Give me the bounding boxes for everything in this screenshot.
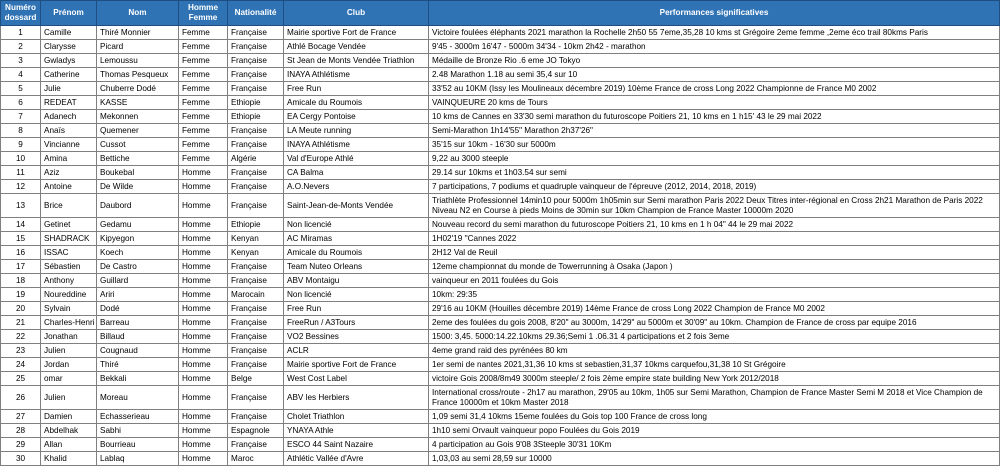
cell-nom: De Castro — [97, 260, 179, 274]
cell-nom: Billaud — [97, 330, 179, 344]
cell-dossard: 27 — [1, 410, 41, 424]
cell-nom: Guillard — [97, 274, 179, 288]
table-row — [1, 344, 1000, 358]
cell-nationalite: Ethiopie — [228, 96, 284, 110]
cell-dossard: 23 — [1, 344, 41, 358]
cell-sexe: Homme — [179, 166, 228, 180]
cell-prenom: Charles-Henri — [41, 316, 97, 330]
cell-dossard: 15 — [1, 232, 41, 246]
cell-dossard: 28 — [1, 424, 41, 438]
cell-nom: Thomas Pesqueux — [97, 68, 179, 82]
cell-club: Amicale du Roumois — [284, 96, 429, 110]
cell-club: ESCO 44 Saint Nazaire — [284, 438, 429, 452]
cell-club: CA Balma — [284, 166, 429, 180]
cell-nom: Gedamu — [97, 218, 179, 232]
cell-prenom: Brice — [41, 194, 97, 218]
cell-club: ABV Montaigu — [284, 274, 429, 288]
cell-prenom: Clarysse — [41, 40, 97, 54]
cell-prenom: omar — [41, 372, 97, 386]
cell-club: Mairie sportive Fort de France — [284, 26, 429, 40]
header-row — [1, 1, 1000, 26]
cell-nom: Kipyegon — [97, 232, 179, 246]
cell-nom: Daubord — [97, 194, 179, 218]
cell-dossard: 25 — [1, 372, 41, 386]
cell-performances: Semi-Marathon 1h14'55" Marathon 2h37'26" — [429, 124, 1000, 138]
cell-performances: vainqueur en 2011 foulées du Gois — [429, 274, 1000, 288]
cell-performances: 1,09 semi 31,4 10kms 15eme foulées du Gois top 100 France de cross long — [429, 410, 1000, 424]
cell-nationalite: Française — [228, 260, 284, 274]
cell-club: Saint-Jean-de-Monts Vendée — [284, 194, 429, 218]
cell-nationalite: Française — [228, 316, 284, 330]
cell-sexe: Homme — [179, 218, 228, 232]
cell-prenom: Getinet — [41, 218, 97, 232]
cell-dossard: 24 — [1, 358, 41, 372]
cell-prenom: Amina — [41, 152, 97, 166]
cell-nom: Cougnaud — [97, 344, 179, 358]
cell-nationalite: Française — [228, 344, 284, 358]
cell-sexe: Homme — [179, 274, 228, 288]
cell-nationalite: Française — [228, 166, 284, 180]
cell-sexe: Femme — [179, 124, 228, 138]
cell-nationalite: Française — [228, 438, 284, 452]
cell-performances: 33'52 au 10KM (Issy les Moulineaux décembre 2019) 10ème France de cross Long 2022 Championne de France M0 2002 — [429, 82, 1000, 96]
cell-club: FreeRun / A3Tours — [284, 316, 429, 330]
cell-performances: 29.14 sur 10kms et 1h03.54 sur semi — [429, 166, 1000, 180]
cell-prenom: Jordan — [41, 358, 97, 372]
table-row — [1, 96, 1000, 110]
cell-dossard: 14 — [1, 218, 41, 232]
cell-prenom: Khalid — [41, 452, 97, 466]
cell-prenom: Camille — [41, 26, 97, 40]
cell-performances: 2.48 Marathon 1.18 au semi 35,4 sur 10 — [429, 68, 1000, 82]
cell-performances: 1500: 3,45. 5000:14.22.10kms 29.36;Semi 1 .06.31 4 participations et 2 fois 3eme — [429, 330, 1000, 344]
cell-performances: 29'16 au 10KM (Houilles décembre 2019) 14ème France de cross Long 2022 Champion de France M0 2002 — [429, 302, 1000, 316]
cell-nom: Cussot — [97, 138, 179, 152]
cell-dossard: 19 — [1, 288, 41, 302]
cell-dossard: 4 — [1, 68, 41, 82]
cell-dossard: 20 — [1, 302, 41, 316]
cell-sexe: Homme — [179, 288, 228, 302]
cell-nom: Thiré Monnier — [97, 26, 179, 40]
cell-dossard: 26 — [1, 386, 41, 410]
cell-nationalite: Maroc — [228, 452, 284, 466]
cell-sexe: Homme — [179, 410, 228, 424]
table-row — [1, 358, 1000, 372]
cell-nationalite: Française — [228, 194, 284, 218]
cell-dossard: 30 — [1, 452, 41, 466]
cell-nom: Thiré — [97, 358, 179, 372]
cell-dossard: 11 — [1, 166, 41, 180]
cell-dossard: 10 — [1, 152, 41, 166]
table-row — [1, 68, 1000, 82]
cell-club: Free Run — [284, 82, 429, 96]
cell-performances: 9'45 - 3000m 16'47 - 5000m 34'34 - 10km 2h42 - marathon — [429, 40, 1000, 54]
table-row — [1, 316, 1000, 330]
cell-dossard: 7 — [1, 110, 41, 124]
cell-prenom: REDEAT — [41, 96, 97, 110]
table-row — [1, 124, 1000, 138]
cell-performances: 10 kms de Cannes en 33'30 semi marathon du futuroscope Poitiers 21, 10 kms en 1 h15' 43 le 29 mai 2022 — [429, 110, 1000, 124]
cell-dossard: 13 — [1, 194, 41, 218]
header-club: Club — [284, 1, 429, 26]
cell-prenom: Catherine — [41, 68, 97, 82]
cell-prenom: Damien — [41, 410, 97, 424]
table-row — [1, 166, 1000, 180]
cell-club: EA Cergy Pontoise — [284, 110, 429, 124]
cell-performances: victoire Gois 2008/8m49 3000m steeple/ 2 fois 2ème empire state building New York 2012/2018 — [429, 372, 1000, 386]
cell-club: St Jean de Monts Vendée Triathlon — [284, 54, 429, 68]
cell-nationalite: Française — [228, 40, 284, 54]
cell-nom: Dodé — [97, 302, 179, 316]
cell-nom: Mekonnen — [97, 110, 179, 124]
table-row — [1, 180, 1000, 194]
cell-nom: KASSE — [97, 96, 179, 110]
cell-sexe: Homme — [179, 424, 228, 438]
cell-prenom: Noureddine — [41, 288, 97, 302]
cell-prenom: Aziz — [41, 166, 97, 180]
cell-performances: 7 participations, 7 podiums et quadruple vainqueur de l'épreuve (2012, 2014, 2018, 2019) — [429, 180, 1000, 194]
cell-sexe: Femme — [179, 54, 228, 68]
cell-dossard: 8 — [1, 124, 41, 138]
cell-club: INAYA Athlétisme — [284, 138, 429, 152]
cell-nationalite: Française — [228, 358, 284, 372]
cell-prenom: Adanech — [41, 110, 97, 124]
cell-nom: Lemoussu — [97, 54, 179, 68]
table-row — [1, 218, 1000, 232]
cell-club: Non licencié — [284, 288, 429, 302]
cell-nom: Moreau — [97, 386, 179, 410]
table-row — [1, 274, 1000, 288]
header-dossard: Numéro dossard — [1, 1, 41, 26]
cell-prenom: Sébastien — [41, 260, 97, 274]
cell-sexe: Femme — [179, 152, 228, 166]
cell-nationalite: Marocain — [228, 288, 284, 302]
cell-sexe: Femme — [179, 138, 228, 152]
cell-dossard: 2 — [1, 40, 41, 54]
cell-nom: Ariri — [97, 288, 179, 302]
cell-club: Team Nuteo Orleans — [284, 260, 429, 274]
cell-nationalite: Algérie — [228, 152, 284, 166]
cell-nationalite: Française — [228, 386, 284, 410]
table-row — [1, 110, 1000, 124]
cell-sexe: Homme — [179, 358, 228, 372]
cell-dossard: 12 — [1, 180, 41, 194]
cell-club: AC Miramas — [284, 232, 429, 246]
cell-performances: 4 participation au Gois 9'08 3Steeple 30'31 10Km — [429, 438, 1000, 452]
cell-prenom: Allan — [41, 438, 97, 452]
cell-sexe: Homme — [179, 180, 228, 194]
table-row — [1, 386, 1000, 410]
cell-performances: 12eme championnat du monde de Towerrunning à Osaka (Japon ) — [429, 260, 1000, 274]
cell-prenom: Abdelhak — [41, 424, 97, 438]
cell-nom: Bourrieau — [97, 438, 179, 452]
cell-sexe: Homme — [179, 452, 228, 466]
cell-dossard: 21 — [1, 316, 41, 330]
table-row — [1, 260, 1000, 274]
cell-dossard: 22 — [1, 330, 41, 344]
cell-nationalite: Kenyan — [228, 232, 284, 246]
cell-dossard: 5 — [1, 82, 41, 96]
cell-club: Athlé Bocage Vendée — [284, 40, 429, 54]
cell-nom: Koech — [97, 246, 179, 260]
cell-performances: Nouveau record du semi marathon du futuroscope Poitiers 21, 10 kms en 1 h 04" 44 le 29 mai 2022 — [429, 218, 1000, 232]
cell-sexe: Homme — [179, 316, 228, 330]
cell-nom: Echasserieau — [97, 410, 179, 424]
cell-nom: Barreau — [97, 316, 179, 330]
cell-sexe: Homme — [179, 344, 228, 358]
cell-dossard: 29 — [1, 438, 41, 452]
cell-prenom: Antoine — [41, 180, 97, 194]
cell-nationalite: Française — [228, 138, 284, 152]
cell-prenom: Julie — [41, 82, 97, 96]
cell-sexe: Homme — [179, 386, 228, 410]
cell-nationalite: Française — [228, 68, 284, 82]
cell-performances: 1h10 semi Orvault vainqueur popo Foulées du Gois 2019 — [429, 424, 1000, 438]
cell-sexe: Homme — [179, 438, 228, 452]
cell-nationalite: Française — [228, 26, 284, 40]
cell-sexe: Homme — [179, 260, 228, 274]
cell-performances: VAINQUEURE 20 kms de Tours — [429, 96, 1000, 110]
cell-club: Athlétic Vallée d'Avre — [284, 452, 429, 466]
cell-performances: 1,03,03 au semi 28,59 sur 10000 — [429, 452, 1000, 466]
cell-nationalite: Française — [228, 124, 284, 138]
cell-nom: Quemener — [97, 124, 179, 138]
cell-performances: 4eme grand raid des pyrénées 80 km — [429, 344, 1000, 358]
header-prenom: Prénom — [41, 1, 97, 26]
cell-sexe: Homme — [179, 372, 228, 386]
table-row — [1, 246, 1000, 260]
cell-club: YNAYA Athle — [284, 424, 429, 438]
cell-prenom: Jonathan — [41, 330, 97, 344]
table-row — [1, 424, 1000, 438]
cell-nationalite: Ethiopie — [228, 110, 284, 124]
cell-dossard: 18 — [1, 274, 41, 288]
table-row — [1, 438, 1000, 452]
cell-performances: Triathlète Professionnel 14min10 pour 5000m 1h05min sur Semi marathon Paris 2022 Deux Titres inter-régional en Cross 2h21 Marathon de Paris 2022 Niveau N2 en Course à pieds Moins de 30min sur 10km Champion de France Master 10000m 2020 — [429, 194, 1000, 218]
cell-dossard: 3 — [1, 54, 41, 68]
cell-dossard: 9 — [1, 138, 41, 152]
cell-prenom: Vincianne — [41, 138, 97, 152]
header-performances: Performances significatives — [429, 1, 1000, 26]
cell-nationalite: Française — [228, 54, 284, 68]
cell-club: Non licencié — [284, 218, 429, 232]
cell-nationalite: Française — [228, 180, 284, 194]
header-nom: Nom — [97, 1, 179, 26]
cell-nom: Lablaq — [97, 452, 179, 466]
cell-nationalite: Espagnole — [228, 424, 284, 438]
cell-sexe: Homme — [179, 302, 228, 316]
table-row — [1, 26, 1000, 40]
cell-sexe: Femme — [179, 26, 228, 40]
cell-nom: Boukebal — [97, 166, 179, 180]
cell-nom: De Wilde — [97, 180, 179, 194]
table-row — [1, 54, 1000, 68]
cell-sexe: Femme — [179, 68, 228, 82]
cell-dossard: 17 — [1, 260, 41, 274]
cell-prenom: Julien — [41, 344, 97, 358]
cell-nationalite: Belge — [228, 372, 284, 386]
cell-dossard: 16 — [1, 246, 41, 260]
cell-nom: Chuberre Dodé — [97, 82, 179, 96]
table-row — [1, 152, 1000, 166]
cell-nationalite: Française — [228, 274, 284, 288]
cell-club: LA Meute running — [284, 124, 429, 138]
table-row — [1, 194, 1000, 218]
cell-performances: 10km: 29:35 — [429, 288, 1000, 302]
cell-nationalite: Française — [228, 330, 284, 344]
cell-club: West Cost Label — [284, 372, 429, 386]
cell-club: Free Run — [284, 302, 429, 316]
cell-performances: 35'15 sur 10km - 16'30 sur 5000m — [429, 138, 1000, 152]
cell-club: INAYA Athlétisme — [284, 68, 429, 82]
table-row — [1, 288, 1000, 302]
cell-performances: 9,22 au 3000 steeple — [429, 152, 1000, 166]
cell-sexe: Femme — [179, 96, 228, 110]
table-row — [1, 138, 1000, 152]
cell-nom: Picard — [97, 40, 179, 54]
cell-club: ABV les Herbiers — [284, 386, 429, 410]
cell-nom: Bekkali — [97, 372, 179, 386]
cell-prenom: Julien — [41, 386, 97, 410]
cell-sexe: Femme — [179, 40, 228, 54]
cell-performances: 1er semi de nantes 2021,31,36 10 kms st sebastien,31,37 10kms carquefou,31,38 10 St Grégoire — [429, 358, 1000, 372]
cell-performances: International cross/route - 2h17 au marathon, 29'05 au 10km, 1h05 sur Semi Marathon, Champion de France Master Semi M 2018 et Vice Champion de France 10000m et 10km Master 2018 — [429, 386, 1000, 410]
cell-prenom: SHADRACK — [41, 232, 97, 246]
table-row — [1, 330, 1000, 344]
table-row — [1, 82, 1000, 96]
table-row — [1, 232, 1000, 246]
table-row — [1, 410, 1000, 424]
cell-club: A.O.Nevers — [284, 180, 429, 194]
cell-performances: Victoire foulées éléphants 2021 marathon la Rochelle 2h50 55 7eme,35,28 10 kms st Grégoire 2eme femme ,2eme éco trail 80kms Paris — [429, 26, 1000, 40]
cell-club: Amicale du Roumois — [284, 246, 429, 260]
cell-club: Val d'Europe Athlé — [284, 152, 429, 166]
cell-prenom: Anthony — [41, 274, 97, 288]
cell-sexe: Homme — [179, 246, 228, 260]
cell-sexe: Homme — [179, 232, 228, 246]
cell-club: VO2 Bessines — [284, 330, 429, 344]
cell-sexe: Homme — [179, 330, 228, 344]
cell-nationalite: Française — [228, 82, 284, 96]
cell-prenom: Anaïs — [41, 124, 97, 138]
cell-club: Mairie sportive Fort de France — [284, 358, 429, 372]
table-row — [1, 452, 1000, 466]
cell-nationalite: Française — [228, 410, 284, 424]
header-nationalite: Nationalité — [228, 1, 284, 26]
cell-nom: Bettiche — [97, 152, 179, 166]
cell-club: ACLR — [284, 344, 429, 358]
cell-sexe: Femme — [179, 82, 228, 96]
cell-performances: 2H12 Val de Reuil — [429, 246, 1000, 260]
table-row — [1, 372, 1000, 386]
cell-performances: 1H02'19 ''Cannes 2022 — [429, 232, 1000, 246]
header-sexe: Homme Femme — [179, 1, 228, 26]
cell-nationalite: Kenyan — [228, 246, 284, 260]
table-row — [1, 302, 1000, 316]
table-row — [1, 40, 1000, 54]
cell-club: Cholet Triathlon — [284, 410, 429, 424]
cell-dossard: 6 — [1, 96, 41, 110]
cell-performances: Médaille de Bronze Rio .6 eme JO Tokyo — [429, 54, 1000, 68]
cell-sexe: Femme — [179, 110, 228, 124]
cell-nationalite: Française — [228, 302, 284, 316]
cell-prenom: Gwladys — [41, 54, 97, 68]
cell-prenom: ISSAC — [41, 246, 97, 260]
cell-nom: Sabhi — [97, 424, 179, 438]
cell-dossard: 1 — [1, 26, 41, 40]
cell-nationalite: Ethiopie — [228, 218, 284, 232]
cell-prenom: Sylvain — [41, 302, 97, 316]
cell-sexe: Homme — [179, 194, 228, 218]
cell-performances: 2eme des foulées du gois 2008, 8'20" au 3000m, 14'29" au 5000m et 30'09" au 10km. Champion de France de cross par equipe 2016 — [429, 316, 1000, 330]
